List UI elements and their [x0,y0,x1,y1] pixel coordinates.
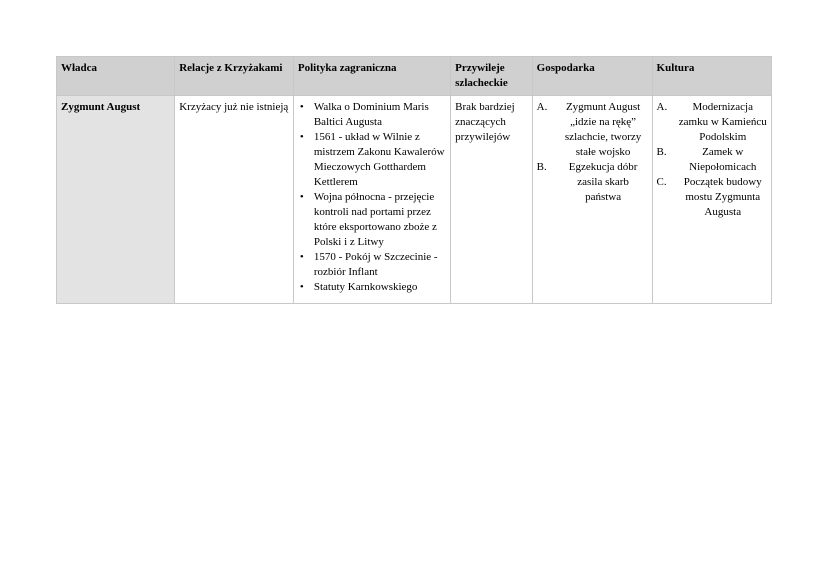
list-marker: A. [536,101,548,113]
list-item: • 1561 - układ w Wilnie z mistrzem Zakonu Kawalerów Mieczowych Gotthardem Kettlerem [298,130,446,190]
list-text: Egzekucja dóbr zasila skarb państwa [568,161,638,203]
list-marker: C. [656,176,667,188]
header-foreign-policy: Polityka zagraniczna [293,57,450,96]
list-text: Zygmunt August „idzie na rękę” szlachcie, tworzy stałe wojsko [564,101,642,158]
list-marker: B. [656,146,667,158]
list-marker: B. [536,161,547,173]
header-economy: Gospodarka [532,57,652,96]
header-privileges: Przywileje szlacheckie [451,57,533,96]
list-item [657,100,767,145]
list-item: • Wojna północna - przejęcie kontroli nad portami przez które eksportowano zboże z Polski i z Litwy [298,190,446,250]
list-item [657,175,767,220]
cell-ruler: Zygmunt August [57,96,175,304]
culture-list [657,100,767,220]
list-item: • 1570 - Pokój w Szczecinie - rozbiór Inflant [298,250,446,280]
cell-foreign-policy [293,96,450,304]
header-culture: Kultura [652,57,771,96]
cell-relations: Krzyżacy już nie istnieją [175,96,294,304]
list-text: Modernizacja zamku w Kamieńcu Podolskim [678,101,767,143]
economy-list [537,100,648,205]
list-text: Zamek w Niepołomicach [689,146,757,173]
cell-culture [652,96,771,304]
list-item [537,100,648,160]
cell-privileges: Brak bardziej znaczących przywilejów [451,96,533,304]
header-row [57,57,772,96]
foreign-policy-list [298,100,446,295]
table-row [57,96,772,304]
cell-economy [532,96,652,304]
header-relations: Relacje z Krzyżakami [175,57,294,96]
list-marker: A. [656,101,668,113]
rulers-table [56,56,772,304]
list-item: • Walka o Dominium Maris Baltici Augusta [298,100,446,130]
list-item [657,145,767,175]
list-item: • Statuty Karnkowskiego [298,280,446,295]
list-text: Początek budowy mostu Zygmunta Augusta [683,176,762,218]
list-item [537,160,648,205]
header-ruler: Władca [57,57,175,96]
